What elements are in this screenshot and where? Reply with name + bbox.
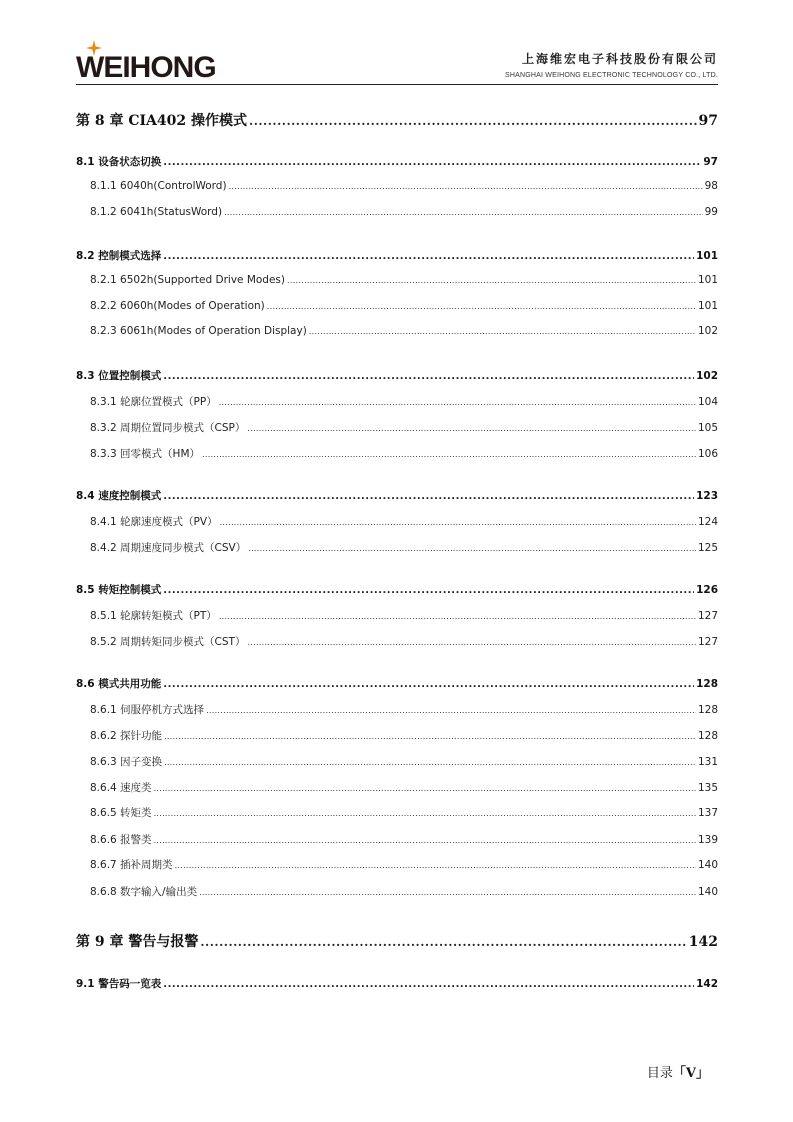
toc-entry-title: 8.2.3 6061h(Modes of Operation Display) bbox=[90, 325, 307, 337]
toc-entry-sub[interactable] bbox=[76, 325, 718, 337]
toc-leader-dots bbox=[219, 612, 696, 621]
toc-entry-title: 8.3.1 轮廓位置模式（PP） bbox=[90, 396, 217, 408]
toc-leader-dots bbox=[163, 679, 694, 690]
toc-entry-title: 8.6.7 插补周期类 bbox=[90, 859, 173, 871]
toc-entry-sub[interactable] bbox=[76, 728, 718, 743]
toc-entry-page: 98 bbox=[704, 180, 718, 192]
toc-entry-page: 128 bbox=[697, 730, 718, 742]
toc-entry-sub[interactable] bbox=[76, 702, 718, 717]
toc-entry-sub[interactable] bbox=[76, 832, 718, 847]
toc-entry-title: 8.3 位置控制模式 bbox=[76, 370, 162, 382]
toc-entry-sub[interactable] bbox=[76, 805, 718, 820]
toc-entry-page: 128 bbox=[696, 678, 718, 690]
toc-entry-page: 123 bbox=[696, 490, 718, 502]
toc-entry-section[interactable] bbox=[76, 976, 718, 991]
toc-entry-title: 8.6.8 数字输入/输出类 bbox=[90, 886, 198, 898]
toc-entry-page: 102 bbox=[697, 325, 718, 337]
toc-entry-sub[interactable] bbox=[76, 514, 718, 529]
toc-entry-page: 97 bbox=[703, 156, 718, 168]
toc-leader-dots bbox=[163, 979, 694, 990]
toc-entry-section[interactable] bbox=[76, 368, 718, 383]
toc-entry-sub[interactable] bbox=[76, 540, 718, 555]
toc-leader-dots bbox=[229, 182, 703, 191]
footer-page-number: V bbox=[685, 1066, 696, 1081]
toc-entry-page: 128 bbox=[697, 704, 718, 716]
toc-leader-dots bbox=[249, 114, 697, 128]
toc-entry-page: 140 bbox=[697, 886, 718, 898]
toc-entry-sub[interactable] bbox=[76, 420, 718, 435]
toc-entry-title: 第 9 章 警告与报警 bbox=[76, 934, 199, 950]
toc-entry-title: 8.6.1 伺服停机方式选择 bbox=[90, 704, 205, 716]
toc-entry-sub[interactable] bbox=[76, 206, 718, 218]
toc-entry-page: 142 bbox=[696, 978, 718, 990]
toc-entry-page: 101 bbox=[697, 300, 718, 312]
toc-entry-page: 101 bbox=[697, 274, 718, 286]
toc-entry-section[interactable] bbox=[76, 248, 718, 263]
toc-entry-section[interactable] bbox=[76, 488, 718, 503]
toc-entry-page: 101 bbox=[696, 250, 718, 262]
toc-entry-page: 139 bbox=[697, 834, 718, 846]
toc-entry-title: 8.6.3 因子变换 bbox=[90, 756, 163, 768]
toc-entry-title: 8.1.1 6040h(ControlWord) bbox=[90, 180, 227, 192]
toc-entry-title: 8.3.3 回零模式（HM） bbox=[90, 448, 201, 460]
toc-entry-page: 102 bbox=[696, 370, 718, 382]
page-header bbox=[76, 38, 718, 85]
toc-leader-dots bbox=[224, 208, 703, 217]
toc-leader-dots bbox=[154, 809, 696, 818]
toc-leader-dots bbox=[163, 585, 694, 596]
toc-entry-page: 99 bbox=[704, 206, 718, 218]
company-name-en: SHANGHAI WEIHONG ELECTRONIC TECHNOLOGY CO., LTD. bbox=[504, 72, 718, 79]
toc-entry-sub[interactable] bbox=[76, 274, 718, 286]
toc-entry-title: 8.5.1 轮廓转矩模式（PT） bbox=[90, 610, 217, 622]
toc-leader-dots bbox=[247, 424, 696, 433]
toc-leader-dots bbox=[219, 398, 696, 407]
toc-entry-title: 8.2.2 6060h(Modes of Operation) bbox=[90, 300, 265, 312]
toc-entry-title: 8.1.2 6041h(StatusWord) bbox=[90, 206, 223, 218]
toc-entry-page: 142 bbox=[688, 934, 718, 950]
toc-entry-page: 135 bbox=[697, 782, 718, 794]
toc-entry-title: 8.6.5 转矩类 bbox=[90, 807, 152, 819]
toc-entry-sub[interactable] bbox=[76, 300, 718, 312]
toc-leader-dots bbox=[154, 784, 696, 793]
toc-entry-title: 8.6.2 探针功能 bbox=[90, 730, 163, 742]
toc-leader-dots bbox=[202, 450, 696, 459]
toc-entry-page: 137 bbox=[697, 807, 718, 819]
toc-entry-section[interactable] bbox=[76, 582, 718, 597]
toc-leader-dots bbox=[163, 371, 694, 382]
toc-entry-page: 127 bbox=[697, 610, 718, 622]
toc-entry-page: 106 bbox=[697, 448, 718, 460]
toc-leader-dots bbox=[163, 157, 701, 168]
toc-entry-title: 8.4.2 周期速度同步模式（CSV） bbox=[90, 542, 247, 554]
toc-entry-sub[interactable] bbox=[76, 180, 718, 192]
toc-entry-sub[interactable] bbox=[76, 634, 718, 649]
toc-entry-page: 131 bbox=[697, 756, 718, 768]
toc-leader-dots bbox=[175, 861, 696, 870]
toc-entry-page: 126 bbox=[696, 584, 718, 596]
toc-leader-dots bbox=[163, 491, 694, 502]
company-name-cn: 上海维宏电子科技股份有限公司 bbox=[521, 52, 718, 66]
toc-leader-dots bbox=[154, 836, 696, 845]
toc-entry-page: 124 bbox=[697, 516, 718, 528]
toc-leader-dots bbox=[200, 935, 686, 949]
toc-entry-sub[interactable] bbox=[76, 608, 718, 623]
toc-leader-dots bbox=[267, 302, 696, 311]
toc-entry-title: 8.5 转矩控制模式 bbox=[76, 584, 162, 596]
toc-entry-chapter[interactable] bbox=[76, 931, 718, 951]
toc-entry-sub[interactable] bbox=[76, 884, 718, 899]
company-name bbox=[505, 50, 718, 79]
toc-entry-section[interactable] bbox=[76, 676, 718, 691]
footer-label: 目录 bbox=[646, 1066, 673, 1081]
toc-entry-sub[interactable] bbox=[76, 780, 718, 795]
toc-entry-page: 125 bbox=[697, 542, 718, 554]
toc-entry-title: 8.2 控制模式选择 bbox=[76, 250, 162, 262]
toc-entry-title: 9.1 警告码一览表 bbox=[76, 978, 162, 990]
toc-leader-dots bbox=[309, 327, 696, 336]
toc-entry-sub[interactable] bbox=[76, 857, 718, 872]
toc-entry-sub[interactable] bbox=[76, 394, 718, 409]
toc-entry-page: 97 bbox=[698, 113, 718, 129]
toc-leader-dots bbox=[164, 732, 696, 741]
toc-entry-title: 8.4.1 轮廓速度模式（PV） bbox=[90, 516, 218, 528]
toc-entry-sub[interactable] bbox=[76, 446, 718, 461]
toc-entry-title: 8.6.6 报警类 bbox=[90, 834, 152, 846]
toc-entry-page: 104 bbox=[697, 396, 718, 408]
toc-entry-title: 8.5.2 周期转矩同步模式（CST） bbox=[90, 636, 246, 648]
toc-leader-dots bbox=[248, 544, 696, 553]
toc-leader-dots bbox=[206, 706, 696, 715]
toc-entry-section[interactable] bbox=[76, 154, 718, 169]
toc-leader-dots bbox=[164, 758, 696, 767]
toc-leader-dots bbox=[220, 518, 696, 527]
toc-entry-page: 140 bbox=[697, 859, 718, 871]
toc-entry-page: 105 bbox=[697, 422, 718, 434]
toc-entry-title: 8.3.2 周期位置同步模式（CSP） bbox=[90, 422, 246, 434]
toc-entry-title: 8.4 速度控制模式 bbox=[76, 490, 162, 502]
toc-entry-chapter[interactable] bbox=[76, 110, 718, 130]
toc-leader-dots bbox=[247, 638, 695, 647]
toc-entry-sub[interactable] bbox=[76, 754, 718, 769]
toc-leader-dots bbox=[199, 888, 696, 897]
toc-entry-title: 8.6 模式共用功能 bbox=[76, 678, 162, 690]
toc-entry-title: 8.2.1 6502h(Supported Drive Modes) bbox=[90, 274, 286, 286]
toc-leader-dots bbox=[163, 251, 694, 262]
toc-entry-title: 8.6.4 速度类 bbox=[90, 782, 152, 794]
toc-entry-title: 第 8 章 CIA402 操作模式 bbox=[76, 113, 248, 129]
toc-entry-page: 127 bbox=[697, 636, 718, 648]
logo-text: WEIHONG bbox=[76, 51, 216, 84]
toc-entry-title: 8.1 设备状态切换 bbox=[76, 156, 162, 168]
toc-leader-dots bbox=[287, 276, 696, 285]
page-footer: 目录「V」 bbox=[646, 1066, 709, 1081]
